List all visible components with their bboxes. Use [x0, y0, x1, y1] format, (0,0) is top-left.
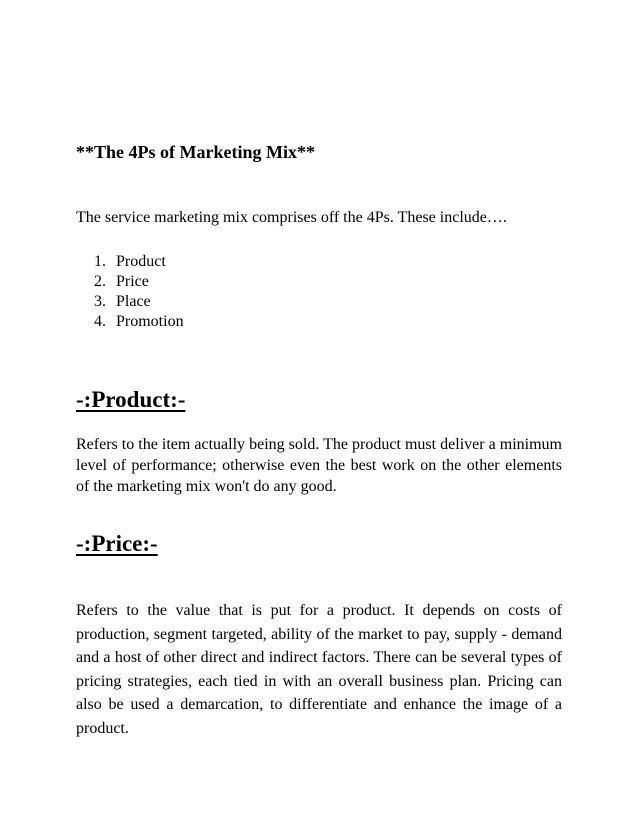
- price-paragraph: Refers to the value that is put for a product. It depends on costs of production, segment targeted, ability of the market to pay, supply - demand and a host of other direct and indirect factors. There can be several types of pricing strategies, each tied in with an overall business plan. Pricing can also be used a demarcation, to differentiate and enhance the image of a product.: [76, 602, 562, 737]
- list-item-label: Price: [116, 273, 149, 290]
- list-item-number: 4.: [94, 313, 106, 330]
- list-item-label: Promotion: [116, 313, 184, 330]
- intro-paragraph: The service marketing mix comprises off the 4Ps. These include….: [76, 209, 507, 226]
- list-item-number: 1.: [94, 253, 106, 270]
- list-item-number: 2.: [94, 273, 106, 290]
- price-heading: -:Price:-: [76, 531, 158, 556]
- list-item-number: 3.: [94, 293, 106, 310]
- list-item: [94, 312, 184, 332]
- marketing-mix-list: [94, 252, 184, 332]
- list-item: [94, 272, 184, 292]
- product-heading: -:Product:-: [76, 387, 186, 412]
- list-item: [94, 292, 184, 312]
- document-title: **The 4Ps of Marketing Mix**: [76, 142, 315, 162]
- list-item: [94, 252, 184, 272]
- list-item-label: Place: [116, 293, 151, 310]
- product-paragraph: Refers to the item actually being sold. The product must deliver a minimum level of performance; otherwise even the best work on the other elements of the marketing mix won't do any good.: [76, 436, 562, 495]
- list-item-label: Product: [116, 253, 166, 270]
